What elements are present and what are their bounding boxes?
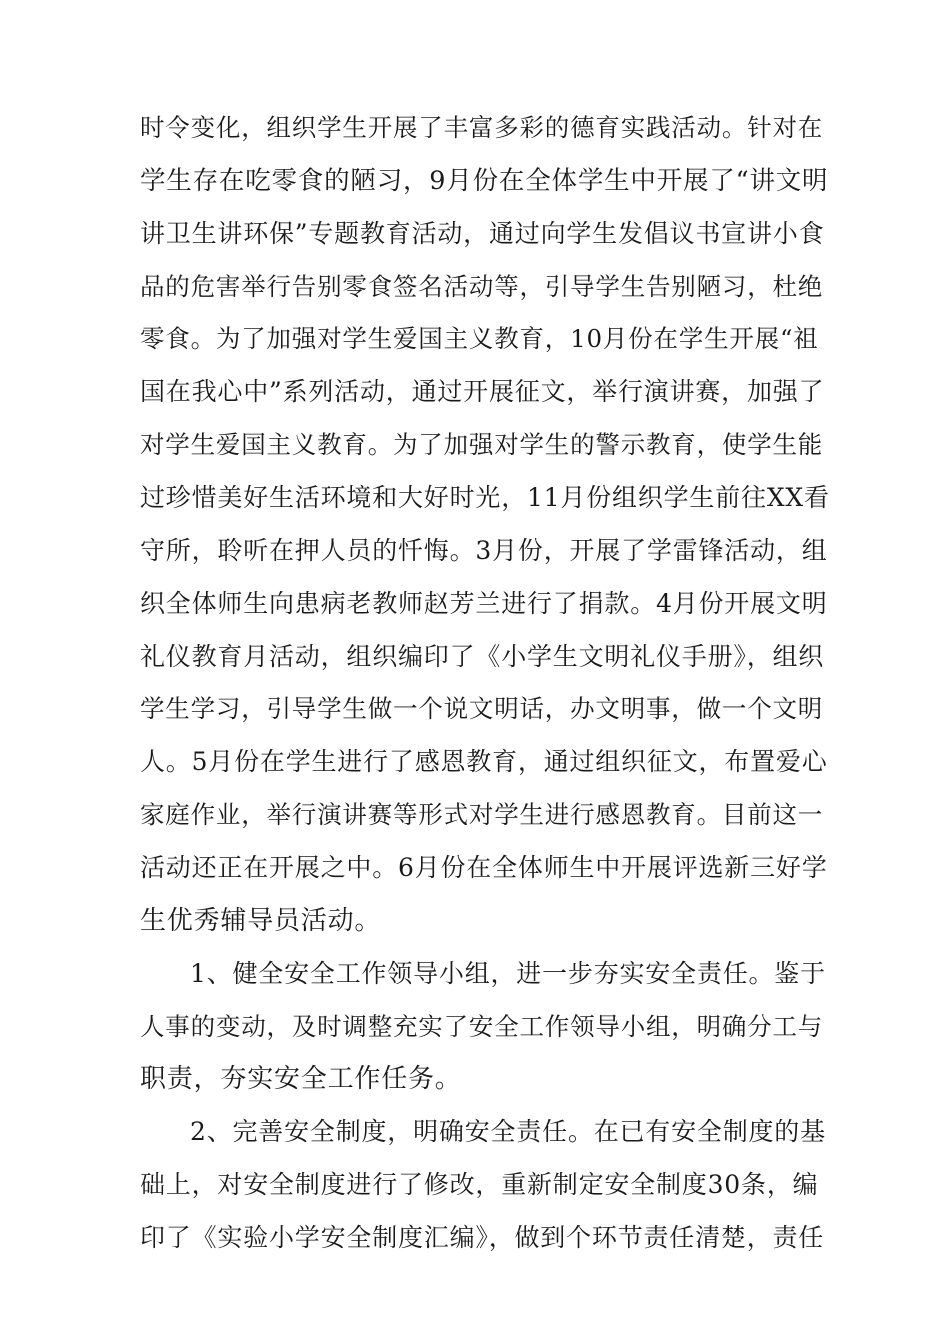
text-line: 礼仪教育月活动，组织编印了《小学生文明礼仪手册》，组织 bbox=[140, 642, 825, 671]
text-line: 讲卫生讲环保”专题教育活动，通过向学生发倡议书宣讲小食 bbox=[140, 219, 825, 248]
text-line: 生优秀辅导员活动。 bbox=[140, 906, 382, 936]
text-line: 织全体师生向患病老教师赵芳兰进行了捐款。4月份开展文明 bbox=[140, 589, 828, 618]
text-line: 过珍惜美好生活环境和大好时光，11月份组织学生前往XX看 bbox=[140, 483, 830, 512]
text-line: 活动还正在开展之中。6月份在全体师生中开展评选新三好学 bbox=[140, 853, 828, 882]
text-line: 印了《实验小学安全制度汇编》，做到个环节责任清楚，责任 bbox=[140, 1223, 825, 1252]
text-line: 对学生爱国主义教育。为了加强对学生的警示教育，使学生能 bbox=[140, 430, 824, 459]
text-line: 守所，聆听在押人员的忏悔。3月份，开展了学雷锋活动，组 bbox=[140, 536, 828, 565]
text-line: 职责，夯实安全工作任务。 bbox=[140, 1064, 462, 1094]
text-line: 人事的变动，及时调整充实了安全工作领导小组，明确分工与 bbox=[140, 1012, 824, 1041]
text-line: 国在我心中”系列活动，通过开展征文，举行演讲赛，加强了 bbox=[140, 377, 825, 406]
text-line: 零食。为了加强对学生爱国主义教育，10月份在学生开展“祖 bbox=[140, 324, 819, 353]
text-line: 学生存在吃零食的陋习，9月份在全体学生中开展了“讲文明 bbox=[140, 166, 829, 196]
text-line: 1、健全安全工作领导小组，进一步夯实安全责任。鉴于 bbox=[190, 959, 826, 988]
text-line: 2、完善安全制度，明确安全责任。在已有安全制度的基 bbox=[190, 1117, 826, 1146]
text-line: 础上，对安全制度进行了修改，重新制定安全制度30条，编 bbox=[140, 1170, 819, 1199]
text-line: 人。5月份在学生进行了感恩教育，通过组织征文，布置爱心 bbox=[140, 747, 828, 776]
text-line: 品的危害举行告别零食签名活动等，引导学生告别陋习，杜绝 bbox=[140, 272, 824, 301]
text-line: 学生学习，引导学生做一个说文明话，办文明事，做一个文明 bbox=[140, 694, 824, 723]
text-line: 家庭作业，举行演讲赛等形式对学生进行感恩教育。目前这一 bbox=[140, 800, 824, 829]
text-line: 时令变化，组织学生开展了丰富多彩的德育实践活动。针对在 bbox=[140, 113, 824, 142]
